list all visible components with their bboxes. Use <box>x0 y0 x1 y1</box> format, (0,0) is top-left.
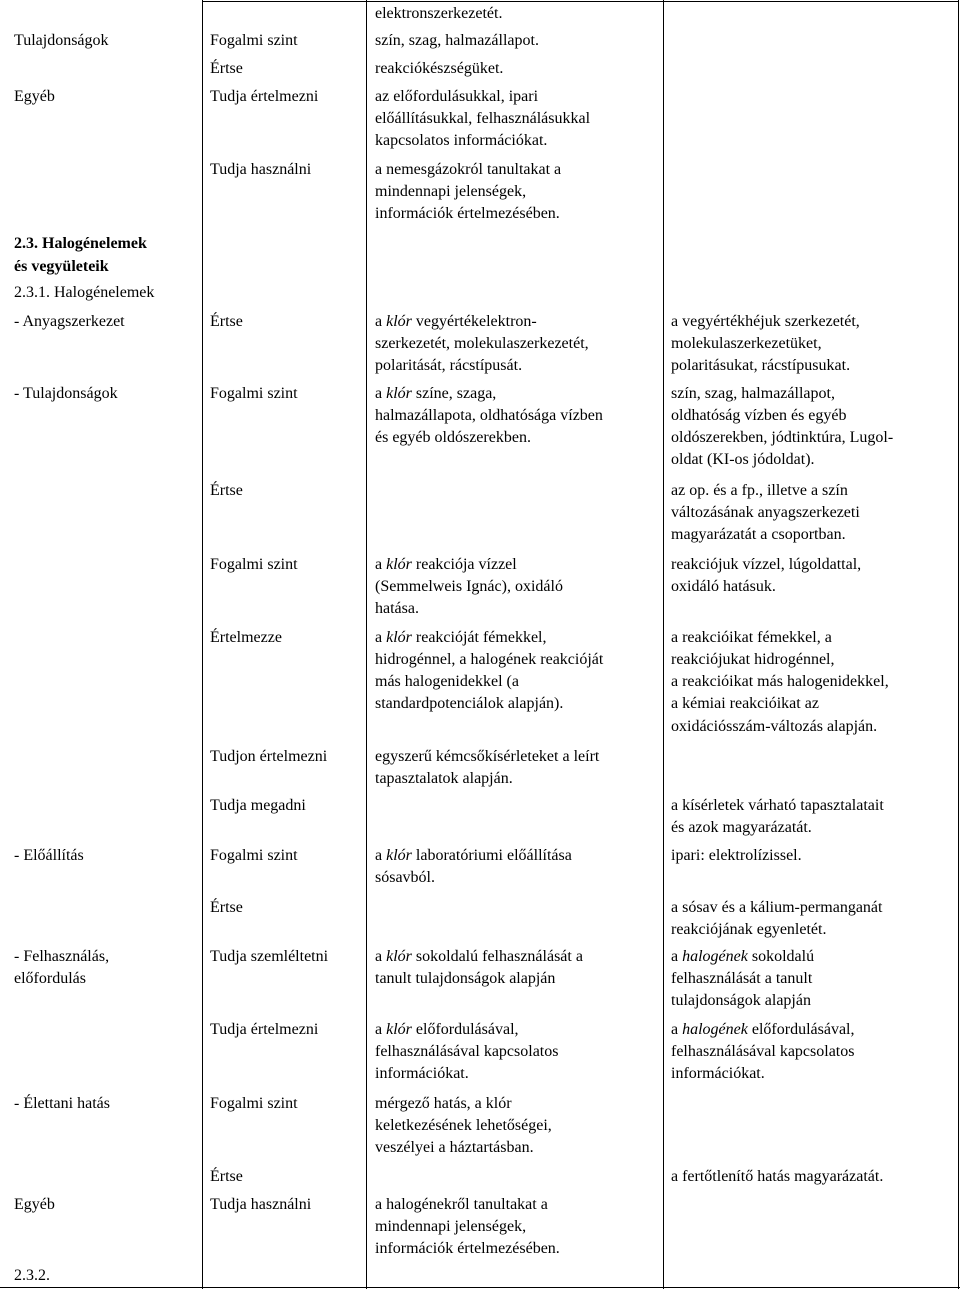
cell-c3-line: hidrogénnel, a halogének reakcióját <box>375 651 604 668</box>
cell-level: Fogalmi szint <box>210 847 298 864</box>
cell-section: - Előállítás <box>14 847 84 864</box>
cell-c3-line: az előfordulásukkal, ipari <box>375 88 539 105</box>
cell-c3-line: egyszerű kémcsőkísérleteket a leírt <box>375 748 600 765</box>
cell-c3-line: szerkezetét, molekulaszerkezetét, <box>375 335 589 352</box>
cell-section: Tulajdonságok <box>14 32 109 49</box>
cell-section: előfordulás <box>14 970 86 987</box>
cell-level: Fogalmi szint <box>210 385 298 402</box>
cell-c4-line: és azok magyarázatát. <box>671 819 812 836</box>
cell-c3-line: keletkezésének lehetőségei, <box>375 1117 552 1134</box>
cell-c3-line: információkat. <box>375 1065 469 1082</box>
cell-c4-line: információkat. <box>671 1065 765 1082</box>
cell-c4-line: változásának anyagszerkezeti <box>671 504 860 521</box>
cell-c3-line: hatása. <box>375 600 419 617</box>
cell-level: Tudja használni <box>210 1196 312 1213</box>
cell-c4-line: a sósav és a kálium-permanganát <box>671 899 883 916</box>
cell-c3-line: információk értelmezésében. <box>375 205 560 222</box>
cell-c4-line: molekulaszerkezetüket, <box>671 335 822 352</box>
cell-section: - Élettani hatás <box>14 1095 110 1112</box>
cell-level: Fogalmi szint <box>210 32 298 49</box>
cell-level: Tudja szemléltetni <box>210 948 329 965</box>
cell-c4-line: felhasználásával kapcsolatos <box>671 1043 855 1060</box>
cell-level: Fogalmi szint <box>210 556 298 573</box>
cell-c4-line: oldhatóság vízben és egyéb <box>671 407 847 424</box>
cell-level: Értse <box>210 313 243 330</box>
cell-level: Értse <box>210 899 243 916</box>
cell-c4-line: a halogének sokoldalú <box>671 948 815 965</box>
cell-c4-line: az op. és a fp., illetve a szín <box>671 482 848 499</box>
cell-section: Egyéb <box>14 88 55 105</box>
column-rule <box>958 0 959 1289</box>
subsection-heading: 2.3.2. <box>14 1267 50 1284</box>
cell-c3-line: a klór vegyértékelektron- <box>375 313 537 330</box>
cell-c4-line: felhasználását a tanult <box>671 970 813 987</box>
cell-c4-line: a kémiai reakcióikat az <box>671 695 819 712</box>
cell-c4-line: tulajdonságok alapján <box>671 992 811 1009</box>
cell-c3-line: tapasztalatok alapján. <box>375 770 513 787</box>
cell-section: - Tulajdonságok <box>14 385 118 402</box>
cell-c3-line: veszélyei a háztartásban. <box>375 1139 534 1156</box>
column-rule <box>366 0 367 1289</box>
cell-c4-line: oxidációsszám-változás alapján. <box>671 718 878 735</box>
cell-c3-line: a klór reakciója vízzel <box>375 556 517 573</box>
cell-c3-line: a klór sokoldalú felhasználását a <box>375 948 583 965</box>
cell-c3-line: felhasználásával kapcsolatos <box>375 1043 559 1060</box>
cell-c3-line: halmazállapota, oldhatósága vízben <box>375 407 603 424</box>
column-rule <box>202 0 203 1289</box>
cell-c4-line: a vegyértékhéjuk szerkezetét, <box>671 313 860 330</box>
cell-c3-line: (Semmelweis Ignác), oxidáló <box>375 578 563 595</box>
cell-level: Tudja használni <box>210 161 312 178</box>
cell-c3-line: mindennapi jelenségek, <box>375 1218 527 1235</box>
cell-c3-line: polaritását, rácstípusát. <box>375 357 523 374</box>
cell-c3-line: a klór laboratóriumi előállítása <box>375 847 572 864</box>
cell-c4-line: a reakcióikat más halogenidekkel, <box>671 673 889 690</box>
cell-c3-line: kapcsolatos információkat. <box>375 132 548 149</box>
cell-section: - Felhasználás, <box>14 948 110 965</box>
cell-level: Tudjon értelmezni <box>210 748 328 765</box>
cell-level: Értelmezze <box>210 629 282 646</box>
cell-c3-line: mindennapi jelenségek, <box>375 183 527 200</box>
cell-c4-line: reakciójukat hidrogénnel, <box>671 651 835 668</box>
cell-c3-line: tanult tulajdonságok alapján <box>375 970 556 987</box>
cell-c3-line: reakciókészségüket. <box>375 60 504 77</box>
cell-c3-line: a klór színe, szaga, <box>375 385 497 402</box>
cell-c4-line: szín, szag, halmazállapot, <box>671 385 835 402</box>
cell-level: Tudja megadni <box>210 797 306 814</box>
cell-c4-line: magyarázatát a csoportban. <box>671 526 846 543</box>
cell-c3-line: szín, szag, halmazállapot. <box>375 32 539 49</box>
cell-c3-line: standardpotenciálok alapján). <box>375 695 564 712</box>
cell-c4-line: reakciójának egyenletét. <box>671 921 827 938</box>
cell-c3-line: mérgező hatás, a klór <box>375 1095 512 1112</box>
section-heading: és vegyületeik <box>14 258 109 275</box>
cell-level: Értse <box>210 60 243 77</box>
cell-c4-line: a fertőtlenítő hatás magyarázatát. <box>671 1168 884 1185</box>
cell-c3-line: a klór reakcióját fémekkel, <box>375 629 547 646</box>
cell-section: Egyéb <box>14 1196 55 1213</box>
section-heading: 2.3. Halogénelemek <box>14 235 147 252</box>
cell-c4-line: a halogének előfordulásával, <box>671 1021 855 1038</box>
cell-c3-line: elektronszerkezetét. <box>375 5 503 22</box>
cell-c3-line: információk értelmezésében. <box>375 1240 560 1257</box>
cell-c3-line: a nemesgázokról tanultakat a <box>375 161 562 178</box>
cell-c3-line: a halogénekről tanultakat a <box>375 1196 548 1213</box>
cell-level: Fogalmi szint <box>210 1095 298 1112</box>
cell-c3-line: a klór előfordulásával, <box>375 1021 519 1038</box>
cell-c4-line: reakciójuk vízzel, lúgoldattal, <box>671 556 862 573</box>
cell-level: Tudja értelmezni <box>210 88 319 105</box>
cell-c4-line: polaritásukat, rácstípusukat. <box>671 357 851 374</box>
subsection-heading: 2.3.1. Halogénelemek <box>14 284 155 301</box>
cell-section: - Anyagszerkezet <box>14 313 125 330</box>
cell-c4-line: a kísérletek várható tapasztalatait <box>671 797 884 814</box>
cell-c3-line: előállításukkal, felhasználásukkal <box>375 110 591 127</box>
table-bottom-rule <box>0 1287 960 1288</box>
cell-c4-line: oxidáló hatásuk. <box>671 578 776 595</box>
cell-c4-line: ipari: elektrolízissel. <box>671 847 802 864</box>
table-top-rule <box>202 1 958 2</box>
column-rule <box>663 0 664 1289</box>
cell-level: Tudja értelmezni <box>210 1021 319 1038</box>
cell-c3-line: sósavból. <box>375 869 435 886</box>
cell-c4-line: oldat (KI-os jódoldat). <box>671 451 815 468</box>
cell-c3-line: más halogenidekkel (a <box>375 673 519 690</box>
cell-c3-line: és egyéb oldószerekben. <box>375 429 531 446</box>
cell-level: Értse <box>210 1168 243 1185</box>
cell-level: Értse <box>210 482 243 499</box>
cell-c4-line: oldószerekben, jódtinktúra, Lugol- <box>671 429 894 446</box>
cell-c4-line: a reakcióikat fémekkel, a <box>671 629 832 646</box>
